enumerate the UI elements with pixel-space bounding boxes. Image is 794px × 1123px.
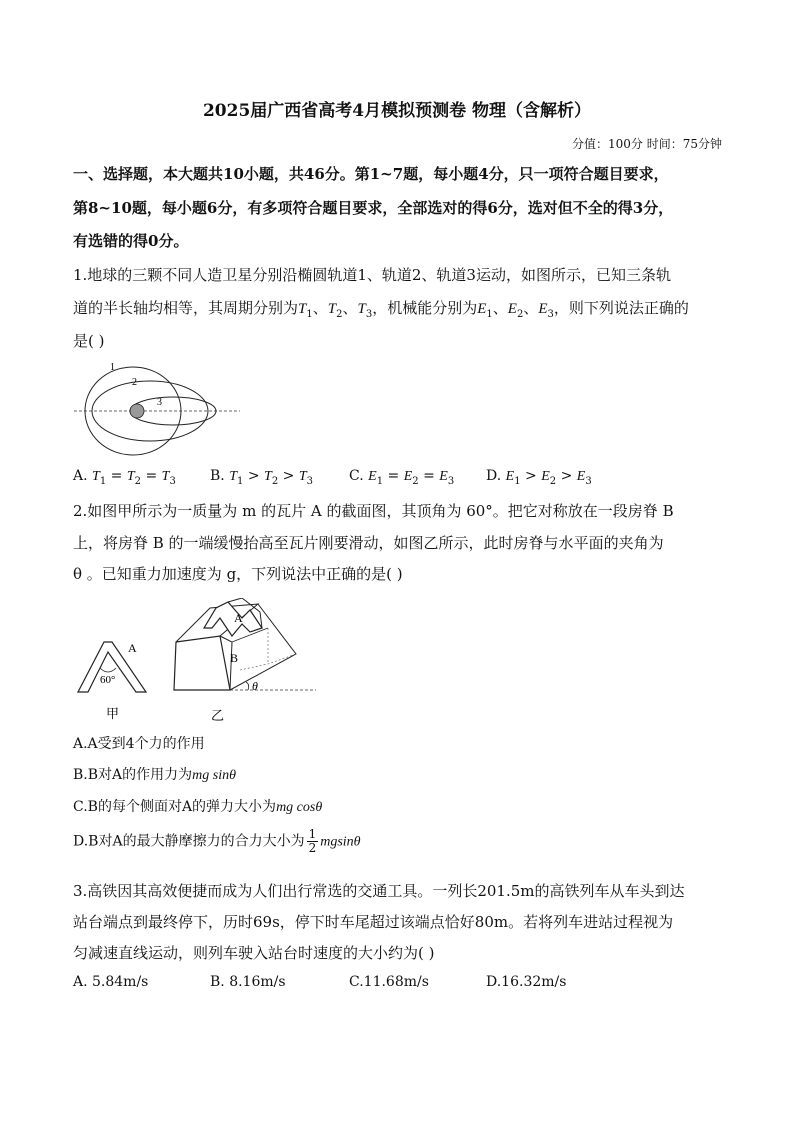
fig-jia-label-a: A	[128, 641, 137, 655]
fig-yi-label-b: B	[230, 651, 239, 665]
page-title: 2025届广西省高考4月模拟预测卷 物理（含解析）	[202, 101, 592, 121]
q3-stem-line-3: 匀减速直线运动，则列车驶入站台时速度的大小约为( )	[73, 944, 435, 962]
orbit-label-1: 1	[110, 362, 115, 373]
section-heading-line-3: 有选错的得0分。	[73, 232, 189, 250]
q1-option-c: C. $E_1 = E_2 = E_3$	[349, 468, 455, 487]
q2-figure-yi	[168, 598, 318, 726]
q3-option-a: A. 5.84m/s	[73, 974, 149, 990]
section-heading-line-2: 第8~10题，每小题6分，有多项符合题目要求，全部选对的得6分，选对但不全的得3分，	[73, 199, 674, 217]
q2-stem-line-3: θ 。已知重力加速度为 g，下列说法中正确的是( )	[73, 565, 403, 583]
q2-option-b: B.B对A的作用力为mg sinθ	[73, 767, 236, 783]
earth-icon	[130, 404, 144, 418]
q3-stem-line-1: 3.高铁因其高效便捷而成为人们出行常选的交通工具。一列长201.5m的高铁列车从车头到达	[73, 882, 685, 900]
q1-orbit-figure	[70, 360, 245, 460]
q1-option-d: D. $E_1 > E_2 > E_3$	[486, 468, 592, 487]
q2-stem-line-1: 2.如图甲所示为一质量为 m 的瓦片 A 的截面图，其顶角为 60°。把它对称放在一段房脊 B	[73, 502, 674, 520]
orbit-label-2: 2	[132, 377, 137, 388]
q1-stem-line-2: 道的半长轴均相等，其周期分别为$T_1$、$T_2$、$T_3$，机械能分别为$E_1$、$E_2$、$E_3$，则下列说法正确的	[73, 299, 689, 320]
q3-option-d: D.16.32m/s	[486, 974, 567, 990]
q1-stem-line-1: 1.地球的三颗不同人造卫星分别沿椭圆轨道1、轨道2、轨道3运动，如图所示，已知三条轨	[73, 266, 671, 284]
q3-option-b: B. 8.16m/s	[210, 974, 286, 990]
fig-yi-caption: 乙	[211, 708, 225, 723]
fig-jia-caption: 甲	[106, 706, 120, 721]
fig-yi-label-a: A	[234, 611, 243, 625]
q3-stem-line-2: 站台端点到最终停下，历时69s，停下时车尾超过该端点恰好80m。若将列车进站过程视为	[73, 913, 674, 931]
fig-yi-angle: θ	[252, 679, 258, 693]
q2-stem-line-2: 上，将房脊 B 的一端缓慢抬高至瓦片刚要滑动，如图乙所示，此时房脊与水平面的夹角为	[73, 534, 664, 552]
q2-option-c: C.B的每个侧面对A的弹力大小为mg cosθ	[73, 799, 323, 815]
q2-figure-jia	[70, 630, 160, 725]
q2-option-a: A.A受到4个力的作用	[73, 736, 205, 752]
q1-option-a: A. $T_1 = T_2 = T_3$	[73, 468, 176, 487]
fig-jia-angle: 60°	[100, 674, 116, 686]
exam-meta: 分值：100分 时间：75分钟	[572, 137, 722, 151]
q2-option-d: D.B对A的最大静摩擦力的合力大小为 $\frac{1}{2}$ mgsinθ	[73, 827, 361, 855]
section-heading-line-1: 一、选择题，本大题共10小题，共46分。第1~7题，每小题4分，只一项符合题目要求，	[73, 165, 669, 183]
orbit-label-3: 3	[157, 397, 162, 408]
q3-option-c: C.11.68m/s	[349, 974, 429, 990]
q1-stem-line-3: 是( )	[73, 332, 105, 350]
fraction-half: $\frac{1}{2}$	[308, 827, 317, 855]
q1-option-b: B. $T_1 > T_2 > T_3$	[210, 468, 313, 487]
